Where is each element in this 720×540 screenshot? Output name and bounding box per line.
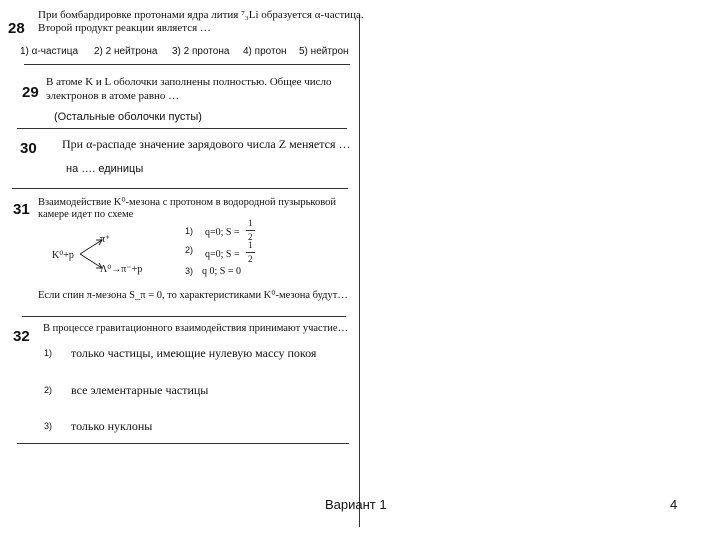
q31-option-2-frac-den: 2 (248, 254, 253, 264)
q31-option-2-frac-bar (246, 252, 255, 253)
q28-option-1: 1) α-частица (20, 46, 79, 57)
footer-variant: Вариант 1 (325, 497, 387, 512)
q28-text-line2: Второй продукт реакции является … (38, 22, 211, 34)
q30-text-line1: При α-распаде значение зарядового числа Z меняется … (62, 137, 351, 151)
q32-option-3-text: только нуклоны (71, 419, 153, 433)
question-number-32: 32 (13, 328, 30, 345)
q28-text-line1: При бомбардировке протонами ядра лития ⁷₃Li образуется α-частица. (38, 9, 364, 21)
q29-text-line2: электронов в атоме равно … (46, 90, 180, 102)
question-number-31: 31 (13, 201, 30, 218)
q29-note: (Остальные оболочки пусты) (54, 111, 202, 123)
q31-option-1-frac-num: 1 (248, 218, 253, 228)
q32-option-2-text: все элементарные частицы (71, 383, 209, 397)
q31-reactant: K⁰+p (52, 250, 74, 261)
q31-option-1-label: 1) (185, 226, 194, 236)
q31-option-1-text: q=0; S = (205, 227, 240, 238)
q31-option-2-text: q=0; S = (205, 249, 240, 260)
q32-option-3-label: 3) (44, 421, 53, 431)
q32-option-2-label: 2) (44, 385, 53, 395)
separator-28 (24, 64, 350, 65)
separator-30 (12, 188, 348, 189)
q32-option-1-label: 1) (44, 348, 53, 358)
q28-option-4: 4) протон (243, 46, 287, 57)
q28-option-5: 5) нейтрон (299, 46, 349, 57)
q31-option-1-frac-bar (246, 230, 255, 231)
q29-text-line1: В атоме K и L оболочки заполнены полностью. Общее число (46, 76, 332, 88)
q30-text-line2: на …. единицы (66, 163, 144, 175)
q31-option-1-frac-den: 2 (248, 232, 253, 242)
q31-option-3-text: q 0; S = 0 (202, 266, 241, 277)
q32-text-line1: В процессе гравитационного взаимодействия принимают участие… (43, 323, 349, 334)
q31-bottom-line: Если спин π-мезона S_π = 0, то характеристиками K⁰-мезона будут… (38, 290, 348, 301)
q31-text-line1: Взаимодействие K⁰-мезона с протоном в водородной пузырьковой (38, 197, 336, 208)
q32-option-1-text: только частицы, имеющие нулевую массу покоя (71, 346, 317, 360)
separator-32 (17, 443, 349, 444)
separator-29 (17, 128, 347, 129)
q31-product-top: π⁺ (100, 234, 111, 245)
question-number-30: 30 (20, 140, 37, 157)
separator-31 (22, 316, 346, 317)
q28-option-2: 2) 2 нейтрона (94, 46, 158, 57)
q31-option-2-frac-num: 1 (248, 240, 253, 250)
q31-option-3-label: 3) (185, 266, 194, 276)
q31-product-bottom: Λ⁰→π⁻+p (100, 264, 143, 275)
q31-text-line2: камере идет по схеме (38, 209, 134, 220)
question-number-29: 29 (22, 84, 39, 101)
q31-option-2-label: 2) (185, 245, 194, 255)
q28-option-3: 3) 2 протона (172, 46, 230, 57)
column-divider (359, 15, 360, 527)
footer-page-number: 4 (670, 497, 678, 512)
question-number-28: 28 (8, 20, 25, 37)
